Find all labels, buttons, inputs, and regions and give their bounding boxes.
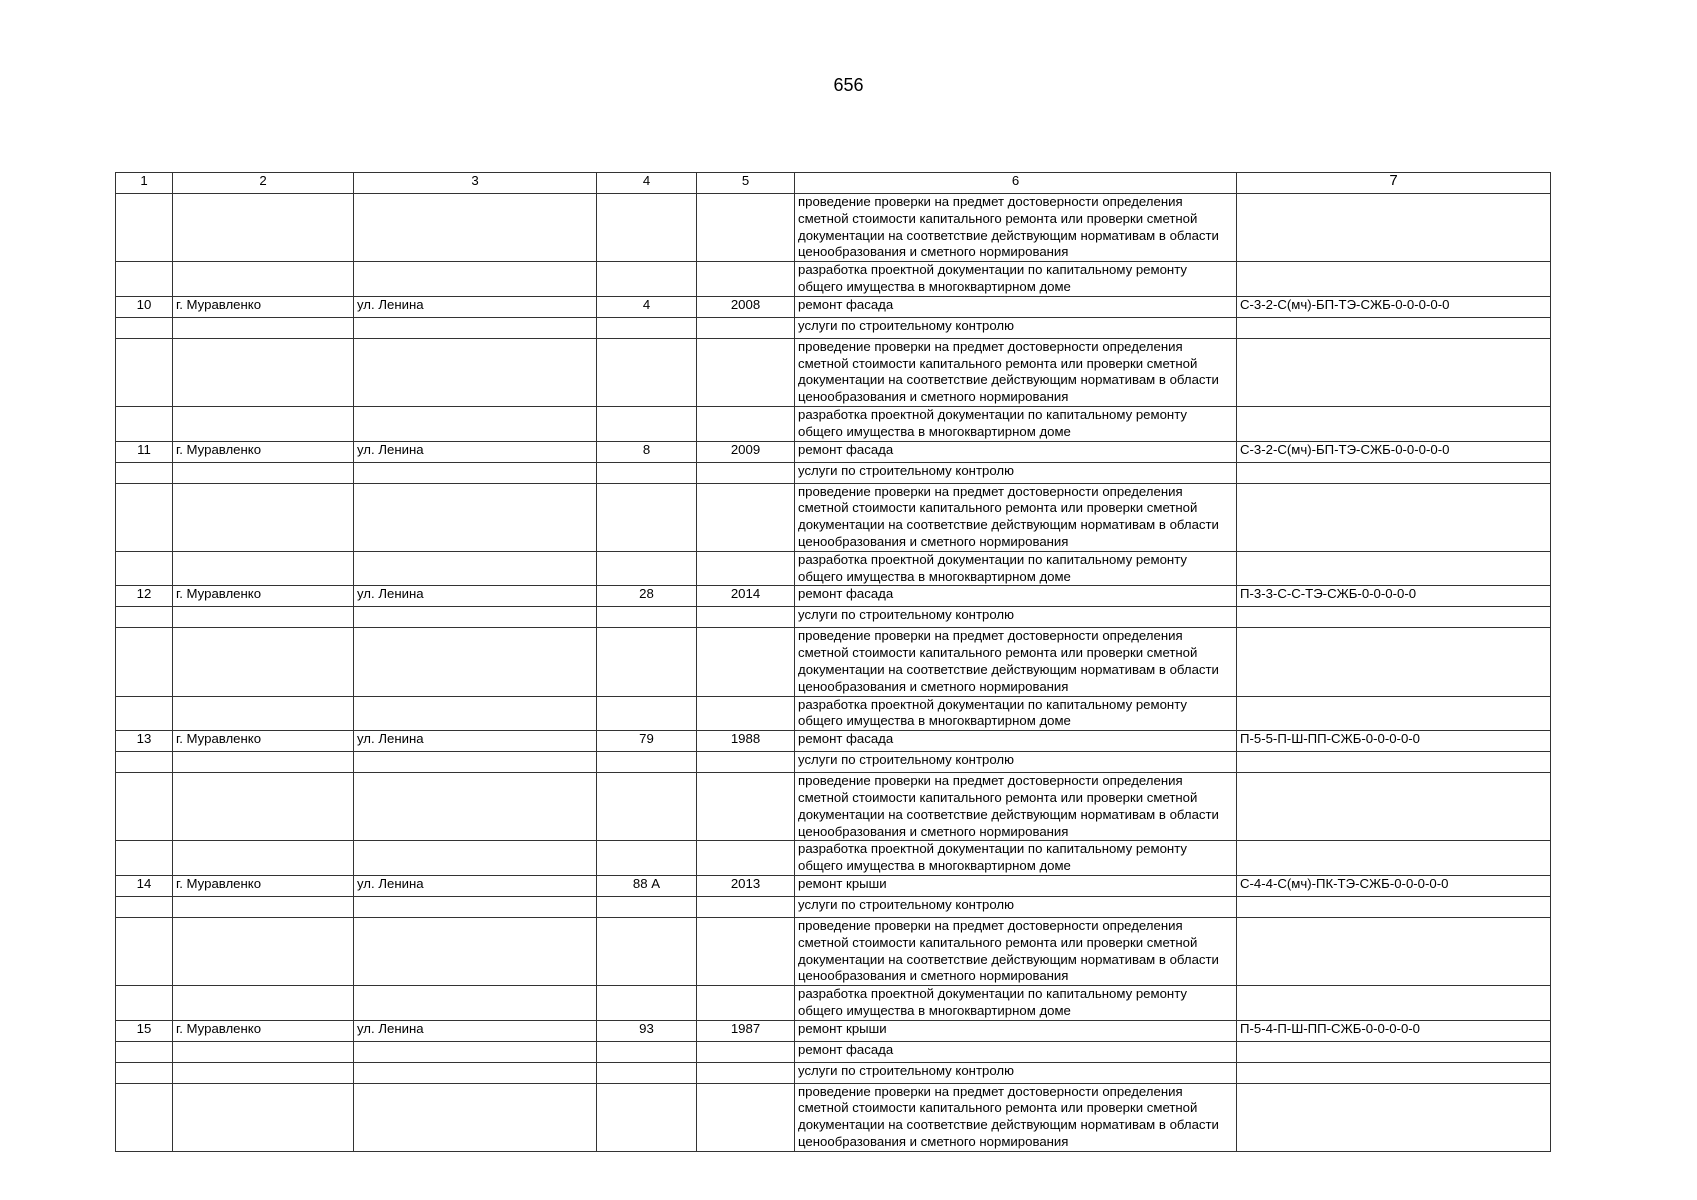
year-cell — [697, 1041, 795, 1062]
house-number-cell — [597, 1041, 697, 1062]
street-cell — [354, 841, 597, 876]
work-type-cell: разработка проектной документации по капитальному ремонту общего имущества в многоквартирном доме — [795, 986, 1237, 1021]
street-cell — [354, 773, 597, 841]
building-code-cell — [1237, 194, 1551, 262]
table-row — [116, 607, 1551, 628]
building-code-cell — [1237, 483, 1551, 551]
street-cell — [354, 752, 597, 773]
row-number-cell — [116, 194, 173, 262]
street-cell — [354, 917, 597, 985]
building-code-cell — [1237, 986, 1551, 1021]
year-cell — [697, 696, 795, 731]
house-number-cell — [597, 551, 697, 586]
year-cell — [697, 317, 795, 338]
row-number-cell — [116, 607, 173, 628]
row-number-cell — [116, 752, 173, 773]
table-row — [116, 462, 1551, 483]
row-number-cell — [116, 338, 173, 406]
year-cell — [697, 262, 795, 297]
house-number-cell — [597, 752, 697, 773]
work-type-cell: ремонт крыши — [795, 1020, 1237, 1041]
house-number-cell — [597, 841, 697, 876]
city-cell — [173, 773, 354, 841]
row-number-cell: 14 — [116, 875, 173, 896]
building-code-cell — [1237, 841, 1551, 876]
street-cell: ул. Ленина — [354, 875, 597, 896]
year-cell: 1988 — [697, 731, 795, 752]
table-row — [116, 917, 1551, 985]
building-code-cell — [1237, 1083, 1551, 1151]
work-type-cell: услуги по строительному контролю — [795, 607, 1237, 628]
street-cell — [354, 696, 597, 731]
house-number-cell — [597, 338, 697, 406]
city-cell — [173, 406, 354, 441]
house-number-cell — [597, 1062, 697, 1083]
year-cell: 2008 — [697, 296, 795, 317]
table-row — [116, 338, 1551, 406]
house-number-cell — [597, 462, 697, 483]
city-cell: г. Муравленко — [173, 1020, 354, 1041]
table-row — [116, 841, 1551, 876]
work-type-cell: разработка проектной документации по капитальному ремонту общего имущества в многоквартирном доме — [795, 841, 1237, 876]
work-type-cell: проведение проверки на предмет достоверности определения сметной стоимости капитального ремонта или проверки сметной документации на соответствие действующим нормативам в области ценообразования и сметного нормирования — [795, 194, 1237, 262]
work-type-cell: разработка проектной документации по капитальному ремонту общего имущества в многоквартирном доме — [795, 696, 1237, 731]
table-row — [116, 875, 1551, 896]
city-cell — [173, 628, 354, 696]
page-number: 656 — [833, 75, 864, 95]
work-type-cell: ремонт фасада — [795, 1041, 1237, 1062]
house-number-cell — [597, 406, 697, 441]
row-number-cell — [116, 773, 173, 841]
building-code-cell: С-4-4-С(мч)-ПК-ТЭ-СЖБ-0-0-0-0-0 — [1237, 875, 1551, 896]
building-code-cell — [1237, 317, 1551, 338]
house-number-cell: 4 — [597, 296, 697, 317]
row-number-cell — [116, 628, 173, 696]
table-row — [116, 696, 1551, 731]
table-row — [116, 1083, 1551, 1151]
work-type-cell: проведение проверки на предмет достоверности определения сметной стоимости капитального ремонта или проверки сметной документации на соответствие действующим нормативам в области ценообразования и сметного нормирования — [795, 628, 1237, 696]
column-header-2: 2 — [173, 173, 354, 194]
building-code-cell: С-3-2-С(мч)-БП-ТЭ-СЖБ-0-0-0-0-0 — [1237, 296, 1551, 317]
work-type-cell: проведение проверки на предмет достоверности определения сметной стоимости капитального ремонта или проверки сметной документации на соответствие действующим нормативам в области ценообразования и сметного нормирования — [795, 1083, 1237, 1151]
street-cell — [354, 406, 597, 441]
city-cell — [173, 262, 354, 297]
row-number-cell — [116, 1083, 173, 1151]
year-cell — [697, 752, 795, 773]
year-cell: 2014 — [697, 586, 795, 607]
table-row — [116, 896, 1551, 917]
building-code-cell — [1237, 551, 1551, 586]
table-row — [116, 773, 1551, 841]
year-cell — [697, 1083, 795, 1151]
house-number-cell — [597, 628, 697, 696]
work-type-cell: проведение проверки на предмет достоверности определения сметной стоимости капитального ремонта или проверки сметной документации на соответствие действующим нормативам в области ценообразования и сметного нормирования — [795, 338, 1237, 406]
city-cell — [173, 607, 354, 628]
work-type-cell: ремонт фасада — [795, 586, 1237, 607]
street-cell — [354, 194, 597, 262]
table-row — [116, 406, 1551, 441]
house-number-cell — [597, 483, 697, 551]
column-header-3: 3 — [354, 173, 597, 194]
capital-repair-table — [115, 172, 1551, 1152]
year-cell — [697, 986, 795, 1021]
work-type-cell: разработка проектной документации по капитальному ремонту общего имущества в многоквартирном доме — [795, 406, 1237, 441]
work-type-cell: проведение проверки на предмет достоверности определения сметной стоимости капитального ремонта или проверки сметной документации на соответствие действующим нормативам в области ценообразования и сметного нормирования — [795, 773, 1237, 841]
city-cell — [173, 696, 354, 731]
house-number-cell: 8 — [597, 441, 697, 462]
work-type-cell: услуги по строительному контролю — [795, 1062, 1237, 1083]
street-cell — [354, 986, 597, 1021]
house-number-cell — [597, 262, 697, 297]
table-row — [116, 483, 1551, 551]
table-row — [116, 1062, 1551, 1083]
city-cell — [173, 1041, 354, 1062]
street-cell — [354, 1041, 597, 1062]
street-cell — [354, 628, 597, 696]
house-number-cell — [597, 896, 697, 917]
year-cell — [697, 194, 795, 262]
table-row — [116, 1041, 1551, 1062]
building-code-cell: П-5-4-П-Ш-ПП-СЖБ-0-0-0-0-0 — [1237, 1020, 1551, 1041]
column-header-5: 5 — [697, 173, 795, 194]
building-code-cell — [1237, 462, 1551, 483]
city-cell — [173, 194, 354, 262]
building-code-cell — [1237, 896, 1551, 917]
year-cell — [697, 896, 795, 917]
row-number-cell: 10 — [116, 296, 173, 317]
year-cell — [697, 1062, 795, 1083]
city-cell — [173, 483, 354, 551]
work-type-cell: ремонт фасада — [795, 296, 1237, 317]
column-header-6: 6 — [795, 173, 1237, 194]
city-cell: г. Муравленко — [173, 296, 354, 317]
work-type-cell: услуги по строительному контролю — [795, 752, 1237, 773]
table-row — [116, 262, 1551, 297]
table-row — [116, 296, 1551, 317]
year-cell — [697, 406, 795, 441]
row-number-cell — [116, 986, 173, 1021]
work-type-cell: ремонт фасада — [795, 441, 1237, 462]
row-number-cell — [116, 896, 173, 917]
house-number-cell — [597, 696, 697, 731]
column-header-7: 7 — [1237, 173, 1551, 194]
building-code-cell — [1237, 607, 1551, 628]
building-code-cell — [1237, 338, 1551, 406]
table-row — [116, 986, 1551, 1021]
city-cell — [173, 896, 354, 917]
city-cell — [173, 986, 354, 1021]
row-number-cell — [116, 406, 173, 441]
building-code-cell — [1237, 406, 1551, 441]
street-cell: ул. Ленина — [354, 1020, 597, 1041]
year-cell — [697, 607, 795, 628]
work-type-cell: ремонт крыши — [795, 875, 1237, 896]
work-type-cell: услуги по строительному контролю — [795, 317, 1237, 338]
building-code-cell — [1237, 752, 1551, 773]
year-cell — [697, 628, 795, 696]
year-cell: 1987 — [697, 1020, 795, 1041]
table-row — [116, 1020, 1551, 1041]
building-code-cell — [1237, 773, 1551, 841]
building-code-cell — [1237, 1062, 1551, 1083]
house-number-cell: 93 — [597, 1020, 697, 1041]
work-type-cell: разработка проектной документации по капитальному ремонту общего имущества в многоквартирном доме — [795, 262, 1237, 297]
street-cell — [354, 317, 597, 338]
table-row — [116, 551, 1551, 586]
street-cell — [354, 1083, 597, 1151]
work-type-cell: разработка проектной документации по капитальному ремонту общего имущества в многоквартирном доме — [795, 551, 1237, 586]
street-cell — [354, 338, 597, 406]
street-cell — [354, 607, 597, 628]
city-cell — [173, 1083, 354, 1151]
street-cell — [354, 896, 597, 917]
house-number-cell — [597, 917, 697, 985]
city-cell — [173, 917, 354, 985]
table-row — [116, 194, 1551, 262]
table-header-row — [116, 173, 1551, 194]
street-cell — [354, 551, 597, 586]
row-number-cell — [116, 551, 173, 586]
table-row — [116, 441, 1551, 462]
row-number-cell — [116, 917, 173, 985]
city-cell — [173, 1062, 354, 1083]
work-type-cell: услуги по строительному контролю — [795, 462, 1237, 483]
street-cell — [354, 1062, 597, 1083]
work-type-cell: проведение проверки на предмет достоверности определения сметной стоимости капитального ремонта или проверки сметной документации на соответствие действующим нормативам в области ценообразования и сметного нормирования — [795, 917, 1237, 985]
house-number-cell — [597, 317, 697, 338]
house-number-cell — [597, 607, 697, 628]
house-number-cell — [597, 194, 697, 262]
row-number-cell — [116, 696, 173, 731]
house-number-cell: 28 — [597, 586, 697, 607]
row-number-cell — [116, 1062, 173, 1083]
street-cell: ул. Ленина — [354, 296, 597, 317]
row-number-cell: 12 — [116, 586, 173, 607]
city-cell — [173, 317, 354, 338]
row-number-cell: 15 — [116, 1020, 173, 1041]
city-cell — [173, 551, 354, 586]
street-cell: ул. Ленина — [354, 441, 597, 462]
year-cell — [697, 551, 795, 586]
column-header-1: 1 — [116, 173, 173, 194]
house-number-cell — [597, 1083, 697, 1151]
street-cell: ул. Ленина — [354, 731, 597, 752]
work-type-cell: ремонт фасада — [795, 731, 1237, 752]
table-row — [116, 628, 1551, 696]
year-cell — [697, 483, 795, 551]
building-code-cell — [1237, 696, 1551, 731]
street-cell — [354, 262, 597, 297]
year-cell — [697, 462, 795, 483]
city-cell — [173, 841, 354, 876]
work-type-cell: услуги по строительному контролю — [795, 896, 1237, 917]
row-number-cell — [116, 1041, 173, 1062]
city-cell — [173, 462, 354, 483]
street-cell: ул. Ленина — [354, 586, 597, 607]
table-row — [116, 586, 1551, 607]
year-cell: 2013 — [697, 875, 795, 896]
street-cell — [354, 462, 597, 483]
city-cell: г. Муравленко — [173, 875, 354, 896]
column-header-4: 4 — [597, 173, 697, 194]
year-cell — [697, 841, 795, 876]
row-number-cell — [116, 317, 173, 338]
building-code-cell — [1237, 262, 1551, 297]
row-number-cell: 11 — [116, 441, 173, 462]
row-number-cell: 13 — [116, 731, 173, 752]
house-number-cell: 88 А — [597, 875, 697, 896]
city-cell: г. Муравленко — [173, 441, 354, 462]
year-cell — [697, 917, 795, 985]
table-row — [116, 752, 1551, 773]
work-type-cell: проведение проверки на предмет достоверности определения сметной стоимости капитального ремонта или проверки сметной документации на соответствие действующим нормативам в области ценообразования и сметного нормирования — [795, 483, 1237, 551]
year-cell — [697, 773, 795, 841]
row-number-cell — [116, 262, 173, 297]
building-code-cell — [1237, 628, 1551, 696]
house-number-cell — [597, 773, 697, 841]
year-cell: 2009 — [697, 441, 795, 462]
city-cell — [173, 752, 354, 773]
street-cell — [354, 483, 597, 551]
city-cell — [173, 338, 354, 406]
house-number-cell: 79 — [597, 731, 697, 752]
building-code-cell — [1237, 917, 1551, 985]
building-code-cell — [1237, 1041, 1551, 1062]
city-cell: г. Муравленко — [173, 731, 354, 752]
building-code-cell: С-3-2-С(мч)-БП-ТЭ-СЖБ-0-0-0-0-0 — [1237, 441, 1551, 462]
building-code-cell: П-5-5-П-Ш-ПП-СЖБ-0-0-0-0-0 — [1237, 731, 1551, 752]
table-row — [116, 731, 1551, 752]
city-cell: г. Муравленко — [173, 586, 354, 607]
row-number-cell — [116, 462, 173, 483]
row-number-cell — [116, 841, 173, 876]
building-code-cell: П-3-3-С-С-ТЭ-СЖБ-0-0-0-0-0 — [1237, 586, 1551, 607]
table-row — [116, 317, 1551, 338]
row-number-cell — [116, 483, 173, 551]
house-number-cell — [597, 986, 697, 1021]
year-cell — [697, 338, 795, 406]
